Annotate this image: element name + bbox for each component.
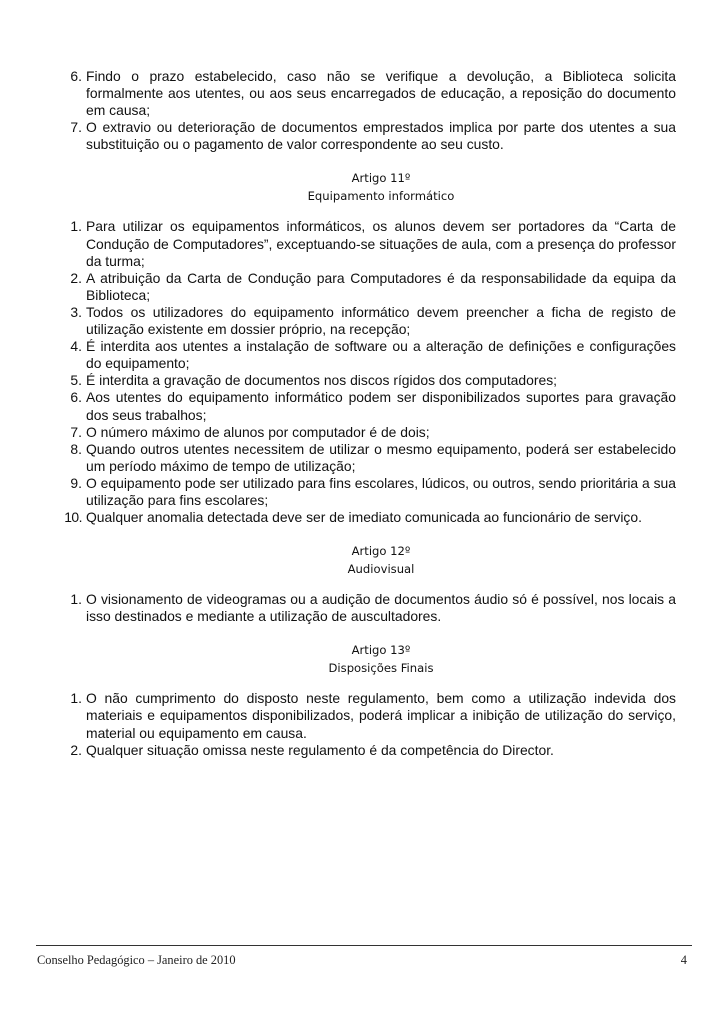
page-content (50, 68, 676, 759)
item-number: 7. (70, 119, 82, 136)
list-item (50, 475, 676, 509)
list-item (50, 68, 676, 119)
item-text: O não cumprimento do disposto neste regulamento, bem como a utilização indevida dos materiais e equipamentos disponibilizados, poderá implicar a inibição de utilização do serviço, material ou equipamento em causa. (86, 690, 676, 741)
article-title: Disposições Finais (328, 661, 434, 676)
item-number: 6. (70, 68, 82, 84)
item-text: Aos utentes do equipamento informático podem ser disponibilizados suportes para gravação dos seus trabalhos; (86, 389, 676, 423)
page-footer (37, 953, 691, 968)
article-title: Audiovisual (347, 562, 415, 577)
article-list (50, 690, 676, 758)
list-item (50, 338, 676, 372)
item-text: O número máximo de alunos por computador é de dois; (86, 423, 430, 440)
article-number: Artigo 11º (351, 171, 411, 186)
item-number: 10. (64, 509, 82, 526)
article-list (50, 591, 676, 625)
item-text: Para utilizar os equipamentos informáticos, os alunos devem ser portadores da “Carta de Condução de Computadores”, exceptuando-se situações de aula, com a presença do professor da turma; (86, 218, 676, 269)
list-item (50, 742, 676, 759)
list-item (50, 119, 676, 153)
article-heading (86, 169, 676, 205)
item-number: 9. (70, 474, 82, 491)
list-item (50, 304, 676, 338)
item-text: Todos os utilizadores do equipamento informático devem preencher a ficha de registo de utilização existente em dossier próprio, na recepção; (86, 303, 676, 338)
item-text: É interdita a gravação de documentos nos discos rígidos dos computadores; (86, 372, 558, 389)
item-text: Quando outros utentes necessitem de utilizar o mesmo equipamento, poderá ser estabelecido um período máximo de tempo de utilização; (86, 440, 676, 474)
article-title: Equipamento informático (307, 189, 455, 204)
item-number: 2. (70, 269, 82, 286)
footer-divider (36, 945, 692, 946)
list-item (50, 591, 676, 625)
item-number: 8. (70, 440, 82, 457)
article-heading (86, 542, 676, 578)
item-text: É interdita aos utentes a instalação de software ou a alteração de definições e configurações do equipamento; (86, 338, 676, 372)
list-item (50, 424, 676, 441)
page-number: 4 (680, 953, 687, 967)
list-item (50, 690, 676, 741)
continued-list (50, 68, 676, 153)
item-number: 7. (70, 423, 82, 440)
item-text: Qualquer anomalia detectada deve ser de imediato comunicada ao funcionário de serviço. (86, 509, 642, 526)
item-text: Findo o prazo estabelecido, caso não se verifique a devolução, a Biblioteca solicita formalmente aos utentes, ou aos seus encarregados de educação, a reposição do documento em causa; (86, 68, 676, 119)
item-number: 1. (70, 591, 82, 608)
item-number: 3. (70, 303, 82, 320)
item-text: O extravio ou deterioração de documentos emprestados implica por parte dos utentes a sua substituição ou o pagamento de valor correspondente ao seu custo. (86, 119, 676, 153)
item-number: 2. (70, 741, 82, 758)
item-number: 4. (70, 338, 82, 355)
footer-text: Conselho Pedagógico – Janeiro de 2010 (37, 953, 236, 967)
item-number: 6. (70, 389, 82, 406)
item-text: Qualquer situação omissa neste regulamento é da competência do Director. (86, 741, 554, 758)
item-text: O equipamento pode ser utilizado para fins escolares, lúdicos, ou outros, sendo prioritária a sua utilização para fins escolares; (86, 474, 676, 508)
item-number: 5. (70, 372, 82, 389)
item-text: A atribuição da Carta de Condução para Computadores é da responsabilidade da equipa da Biblioteca; (86, 269, 676, 303)
list-item (50, 441, 676, 475)
list-item (50, 372, 676, 389)
article-list (50, 218, 676, 526)
article-number: Artigo 13º (351, 643, 411, 658)
item-number: 1. (70, 690, 82, 707)
list-item (50, 389, 676, 423)
list-item (50, 218, 676, 269)
item-text: O visionamento de videogramas ou a audição de documentos áudio só é possível, nos locais a isso destinados e mediante a utilização de auscultadores. (86, 591, 676, 625)
item-number: 1. (70, 218, 82, 235)
article-number: Artigo 12º (351, 544, 411, 559)
list-item (50, 270, 676, 304)
list-item (50, 509, 676, 526)
article-heading (86, 641, 676, 677)
